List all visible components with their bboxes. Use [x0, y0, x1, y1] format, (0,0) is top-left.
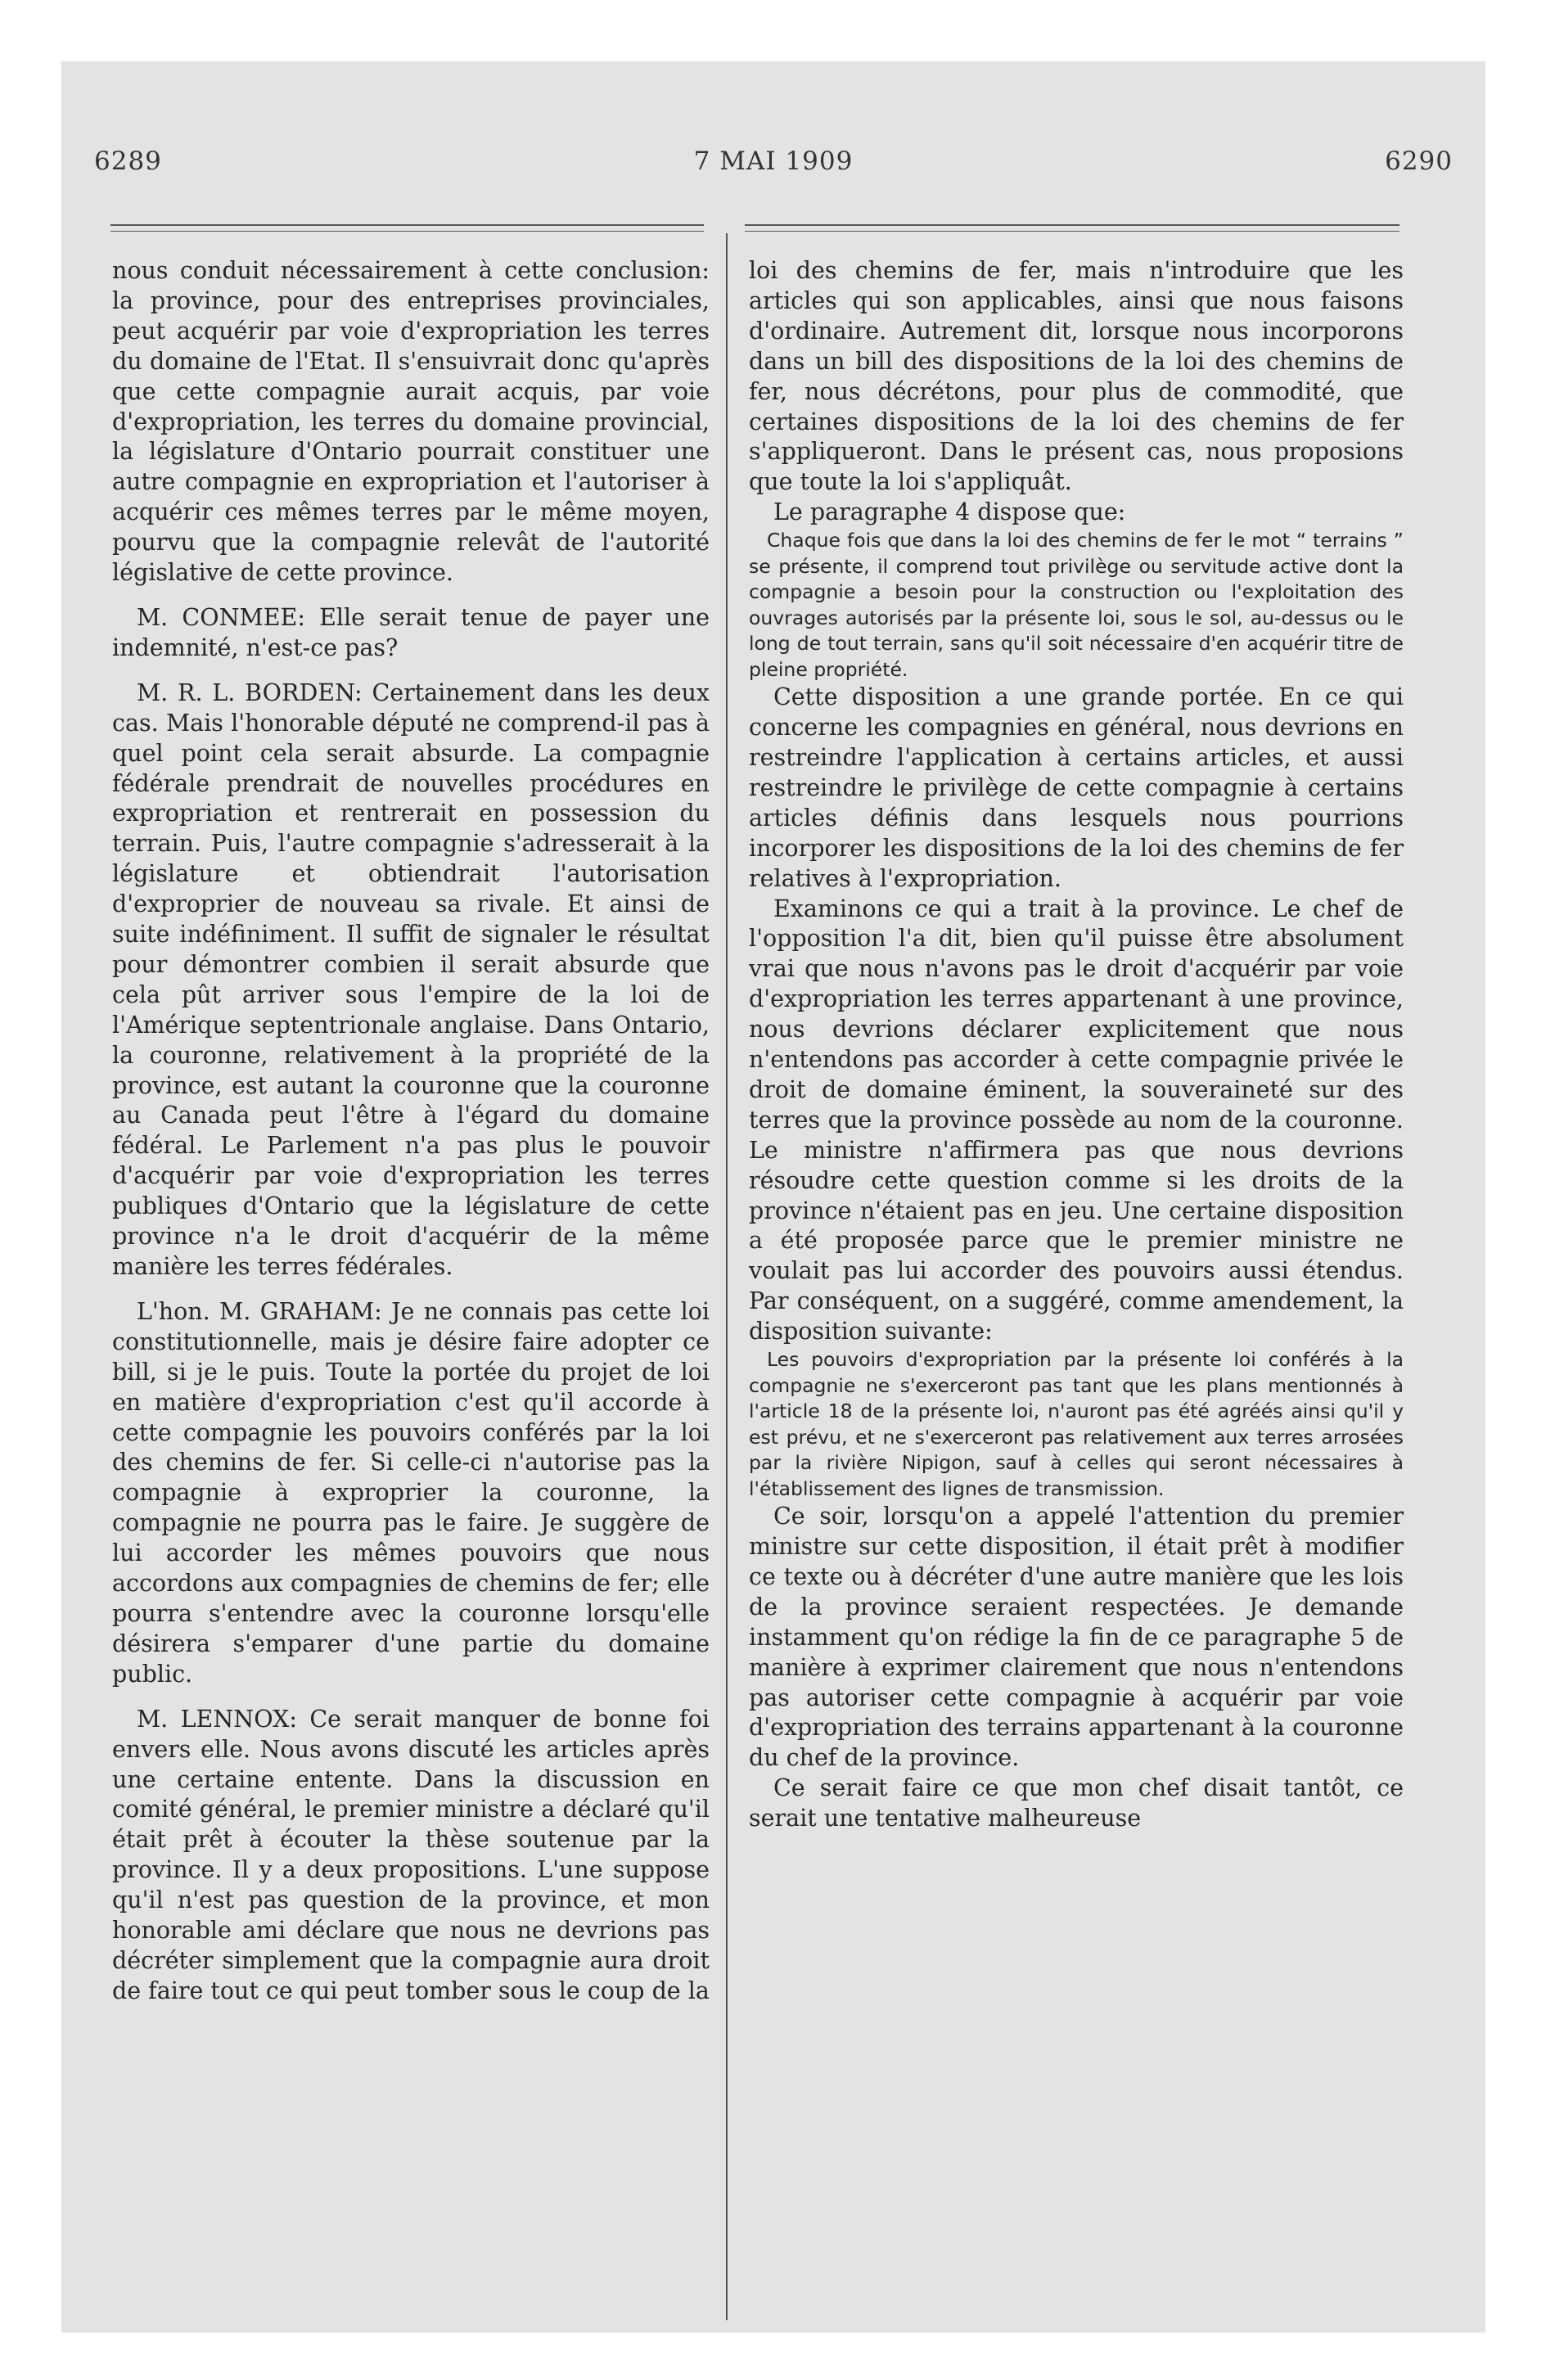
paragraph: nous conduit nécessairement à cette conclusion: la province, pour des entreprises provinciales, peut acquérir par voie d'expropriation les terres du domaine de l'Etat. Il s'ensuivrait donc qu'après que cette compagnie aurait acquis, par voie d'expropriation, les terres du domaine provincial, la législature d'Ontario pourrait constituer une autre compagnie en expropriation et l'autoriser à acquérir ces mêmes terres par le même moyen, pourvu que la compagnie relevât de l'autorité législative de cette province.	[112, 257, 710, 587]
header-rule-right-thin	[745, 231, 1400, 232]
right-column	[749, 256, 1404, 1834]
header-rule-right	[745, 224, 1400, 226]
header-rule-left	[110, 224, 704, 226]
header-rule-left-thin	[110, 231, 704, 232]
paragraph: loi des chemins de fer, mais n'introduire que les articles qui son applicables, ainsi que nous faisons d'ordinaire. Autrement dit, lorsque nous incorporons dans un bill des dispositions de la loi des chemins de fer, nous décrétons, pour plus de commodité, que certaines dispositions de la loi des chemins de fer s'appliqueront. Dans le présent cas, nous proposions que toute la loi s'appliquât.	[749, 257, 1404, 496]
paragraph: Examinons ce qui a trait à la province. Le chef de l'opposition l'a dit, bien qu'il puisse être absolument vrai que nous n'avons pas le droit d'acquérir par voie d'expropriation les terres appartenant à une province, nous devrions déclarer explicitement que nous n'entendons pas accorder à cette compagnie privée le droit de domaine éminent, la souveraineté sur des terres que la province possède au nom de la couronne. Le ministre n'affirmera pas que nous devrions résoudre cette question comme si les droits de la province n'étaient pas en jeu. Une certaine disposition a été proposée parce que le premier ministre ne voulait pas lui accorder des pouvoirs aussi étendus. Par conséquent, on a suggéré, comme amendement, la disposition suivante:	[749, 895, 1404, 1346]
paragraph: M. LENNOX: Ce serait manquer de bonne foi envers elle. Nous avons discuté les articles après une certaine entente. Dans la discussion en comité général, le premier ministre a déclaré qu'il était prêt à écouter la thèse soutenue par la province. Il y a deux propositions. L'une suppose qu'il n'est pas question de la province, et mon honorable ami déclare que nous ne devrions pas décréter simplement que la compagnie aura droit de faire tout ce qui peut tomber sous le coup de la	[112, 1705, 710, 2004]
scanned-page	[61, 61, 1485, 2333]
paragraph: Cette disposition a une grande portée. En ce qui concerne les compagnies en général, nous devrions en restreindre l'application à certains articles, et aussi restreindre le privilège de cette compagnie à certains articles définis dans lesquels nous pourrions incorporer les dispositions de la loi des chemins de fer relatives à l'expropriation.	[749, 683, 1404, 892]
column-divider	[726, 233, 728, 2320]
paragraph: M. CONMEE: Elle serait tenue de payer une indemnité, n'est-ce pas?	[112, 603, 710, 661]
quoted-clause: Chaque fois que dans la loi des chemins de fer le mot “ terrains ” se présente, il comprend tout privilège ou servitude active dont la compagnie a besoin pour la construction ou l'exploitation des ouvrages autorisés par la présente loi, sous le sol, au-dessus ou le long de tout terrain, sans qu'il soit nécessaire d'en acquérir titre de pleine propriété.	[749, 529, 1404, 681]
page-number-left: 6289	[94, 146, 162, 176]
page-number-right: 6290	[1385, 146, 1453, 176]
paragraph: L'hon. M. GRAHAM: Je ne connais pas cette loi constitutionnelle, mais je désire faire adopter ce bill, si je le puis. Toute la portée du projet de loi en matière d'expropriation c'est qu'il accorde à cette compagnie les pouvoirs conférés par la loi des chemins de fer. Si celle-ci n'autorise pas la compagnie à exproprier la couronne, la compagnie ne pourra pas le faire. Je suggère de lui accorder les mêmes pouvoirs que nous accordons aux compagnies de chemins de fer; elle pourra s'entendre avec la couronne lorsqu'elle désirera s'emparer d'une partie du domaine public.	[112, 1297, 710, 1688]
paragraph: Le paragraphe 4 dispose que:	[773, 498, 1126, 526]
quoted-clause: Les pouvoirs d'expropriation par la présente loi conférés à la compagnie ne s'exerceront pas tant que les plans mentionnés à l'article 18 de la présente loi, n'auront pas été agréés ainsi qu'il y est prévu, et ne s'exerceront pas relativement aux terres arrosées par la rivière Nipigon, sauf à celles qui seront nécessaires à l'établissement des lignes de transmission.	[749, 1348, 1404, 1500]
left-column	[112, 256, 710, 2007]
paragraph: Ce soir, lorsqu'on a appelé l'attention du premier ministre sur cette disposition, il était prêt à modifier ce texte ou à décréter d'une autre manière que les lois de la province seraient respectées. Je demande instamment qu'on rédige la fin de ce paragraphe 5 de manière à exprimer clairement que nous n'entendons pas autoriser cette compagnie à acquérir par voie d'expropriation des terrains appartenant à la couronne du chef de la province.	[749, 1503, 1404, 1772]
page-date: 7 MAI 1909	[693, 146, 854, 176]
paragraph: Ce serait faire ce que mon chef disait tantôt, ce serait une tentative malheureuse	[749, 1774, 1404, 1832]
paragraph: M. R. L. BORDEN: Certainement dans les deux cas. Mais l'honorable député ne comprend-il pas à quel point cela serait absurde. La compagnie fédérale prendrait de nouvelles procédures en expropriation et rentrerait en possession du terrain. Puis, l'autre compagnie s'adresserait à la législature et obtiendrait l'autorisation d'exproprier de nouveau sa rivale. Et ainsi de suite indéfiniment. Il suffit de signaler le résultat pour démontrer combien il serait absurde que cela pût arriver sous l'empire de la loi de l'Amérique septentrionale anglaise. Dans Ontario, la couronne, relativement à la propriété de la province, est autant la couronne que la couronne au Canada peut l'être à l'égard du domaine fédéral. Le Parlement n'a pas plus le pouvoir d'acquérir par voie d'expropriation les terres publiques d'Ontario que la législature de cette province n'a le droit d'acquérir de la même manière les terres fédérales.	[112, 678, 710, 1280]
hansard-page	[61, 61, 1485, 2333]
